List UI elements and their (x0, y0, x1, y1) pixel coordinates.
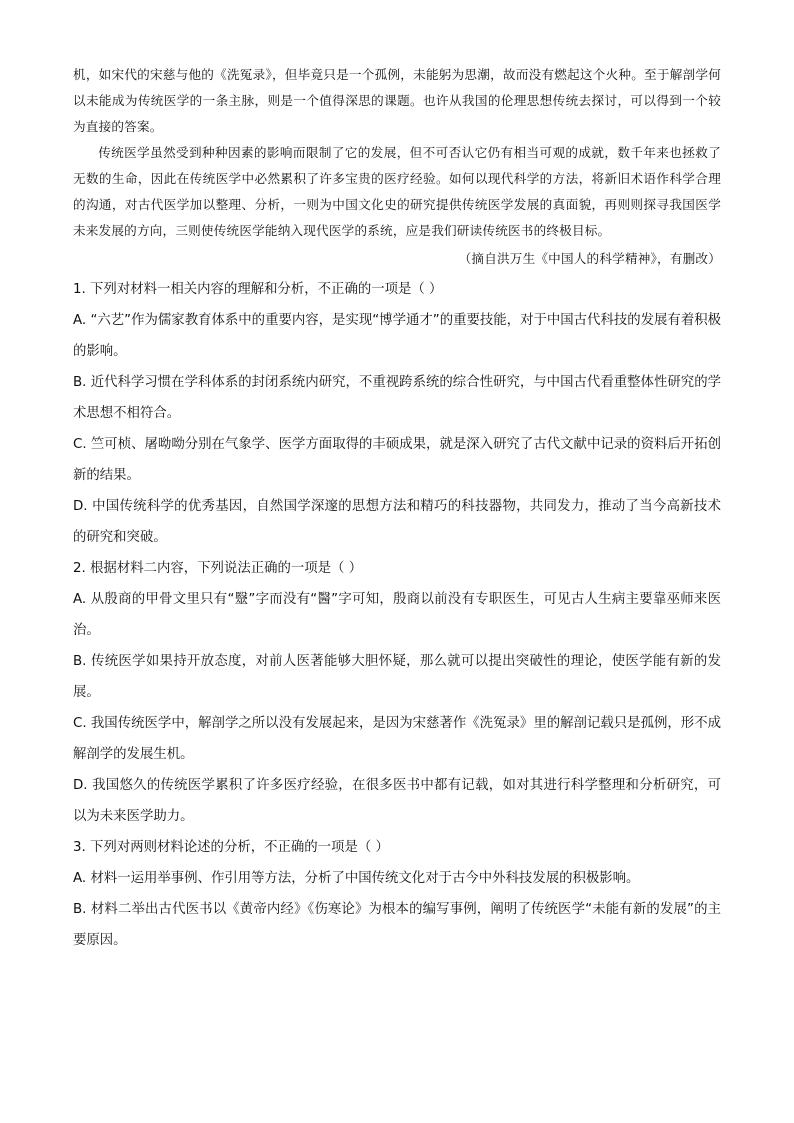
questions-section (73, 274, 721, 956)
question-1 (73, 274, 721, 553)
passage-text (73, 62, 721, 272)
question-2 (73, 553, 721, 832)
question-option-b: B. 传统医学如果持开放态度，对前人医著能够大胆怀疑，那么就可以提出突破性的理论，使医学能有新的发展。 (73, 654, 721, 700)
question-option-b: B. 近代科学习惯在学科体系的封闭系统内研究，不重视跨系统的综合性研究，与中国古代看重整体性研究的学术思想不相符合。 (73, 375, 721, 421)
question-stem: 1. 下列对材料一相关内容的理解和分析，不正确的一项是（ ） (73, 282, 443, 297)
passage-source: （摘自洪万生《中国人的科学精神》，有删改） (458, 251, 721, 266)
question-option-c: C. 竺可桢、屠呦呦分别在气象学、医学方面取得的丰硕成果，就是深入研究了古代文献中记录的资料后开拓创新的结果。 (73, 437, 721, 483)
question-option-b: B. 材料二举出古代医书以《黄帝内经》《伤寒论》为根本的编写事例，阐明了传统医学“未能有新的发展”的主要原因。 (73, 902, 721, 948)
question-option-d: D. 中国传统科学的优秀基因，自然国学深邃的思想方法和精巧的科技器物，共同发力，推动了当今高新技术的研究和突破。 (73, 499, 721, 545)
question-option-c: C. 我国传统医学中，解剖学之所以没有发展起来，是因为宋慈著作《洗冤录》里的解剖记载只是孤例，形不成解剖学的发展生机。 (73, 716, 721, 762)
question-stem: 3. 下列对两则材料论述的分析，不正确的一项是（ ） (73, 840, 389, 855)
passage-paragraph-continuation: 机，如宋代的宋慈与他的《洗冤录》，但毕竟只是一个孤例，未能躬为思潮，故而没有燃起这个火种。至于解剖学何以未能成为传统医学的一条主脉，则是一个值得深思的课题。也许从我国的伦理思想传统去探讨，可以得到一个较为直接的答案。 (73, 67, 721, 134)
question-option-d: D. 我国悠久的传统医学累积了许多医疗经验，在很多医书中都有记载，如对其进行科学整理和分析研究，可以为未来医学助力。 (73, 778, 721, 824)
question-option-a: A. “六艺”作为儒家教育体系中的重要内容，是实现“博学通才”的重要技能，对于中国古代科技的发展有着积极的影响。 (73, 313, 721, 359)
passage-paragraph-2: 传统医学虽然受到种种因素的影响而限制了它的发展，但不可否认它仍有相当可观的成就，数千年来也拯救了无数的生命，因此在传统医学中必然累积了许多宝贵的医疗经验。如何以现代科学的方法，将新旧术语作科学合理的沟通，对古代医学加以整理、分析，一则为中国文化史的研究提供传统医学发展的真面貌，再则则探寻我国医学未来发展的方向，三则使传统医学能纳入现代医学的系统，应是我们研读传统医书的终极目标。 (73, 145, 721, 238)
document-page (73, 62, 721, 956)
question-3 (73, 832, 721, 956)
question-option-a: A. 从殷商的甲骨文里只有“毉”字而没有“醫”字可知，殷商以前没有专职医生，可见古人生病主要靠巫师来医治。 (73, 592, 721, 638)
question-stem: 2. 根据材料二内容，下列说法正确的一项是（ ） (73, 561, 363, 576)
question-option-a: A. 材料一运用举事例、作引用等方法，分析了中国传统文化对于古今中外科技发展的积极影响。 (73, 871, 640, 886)
